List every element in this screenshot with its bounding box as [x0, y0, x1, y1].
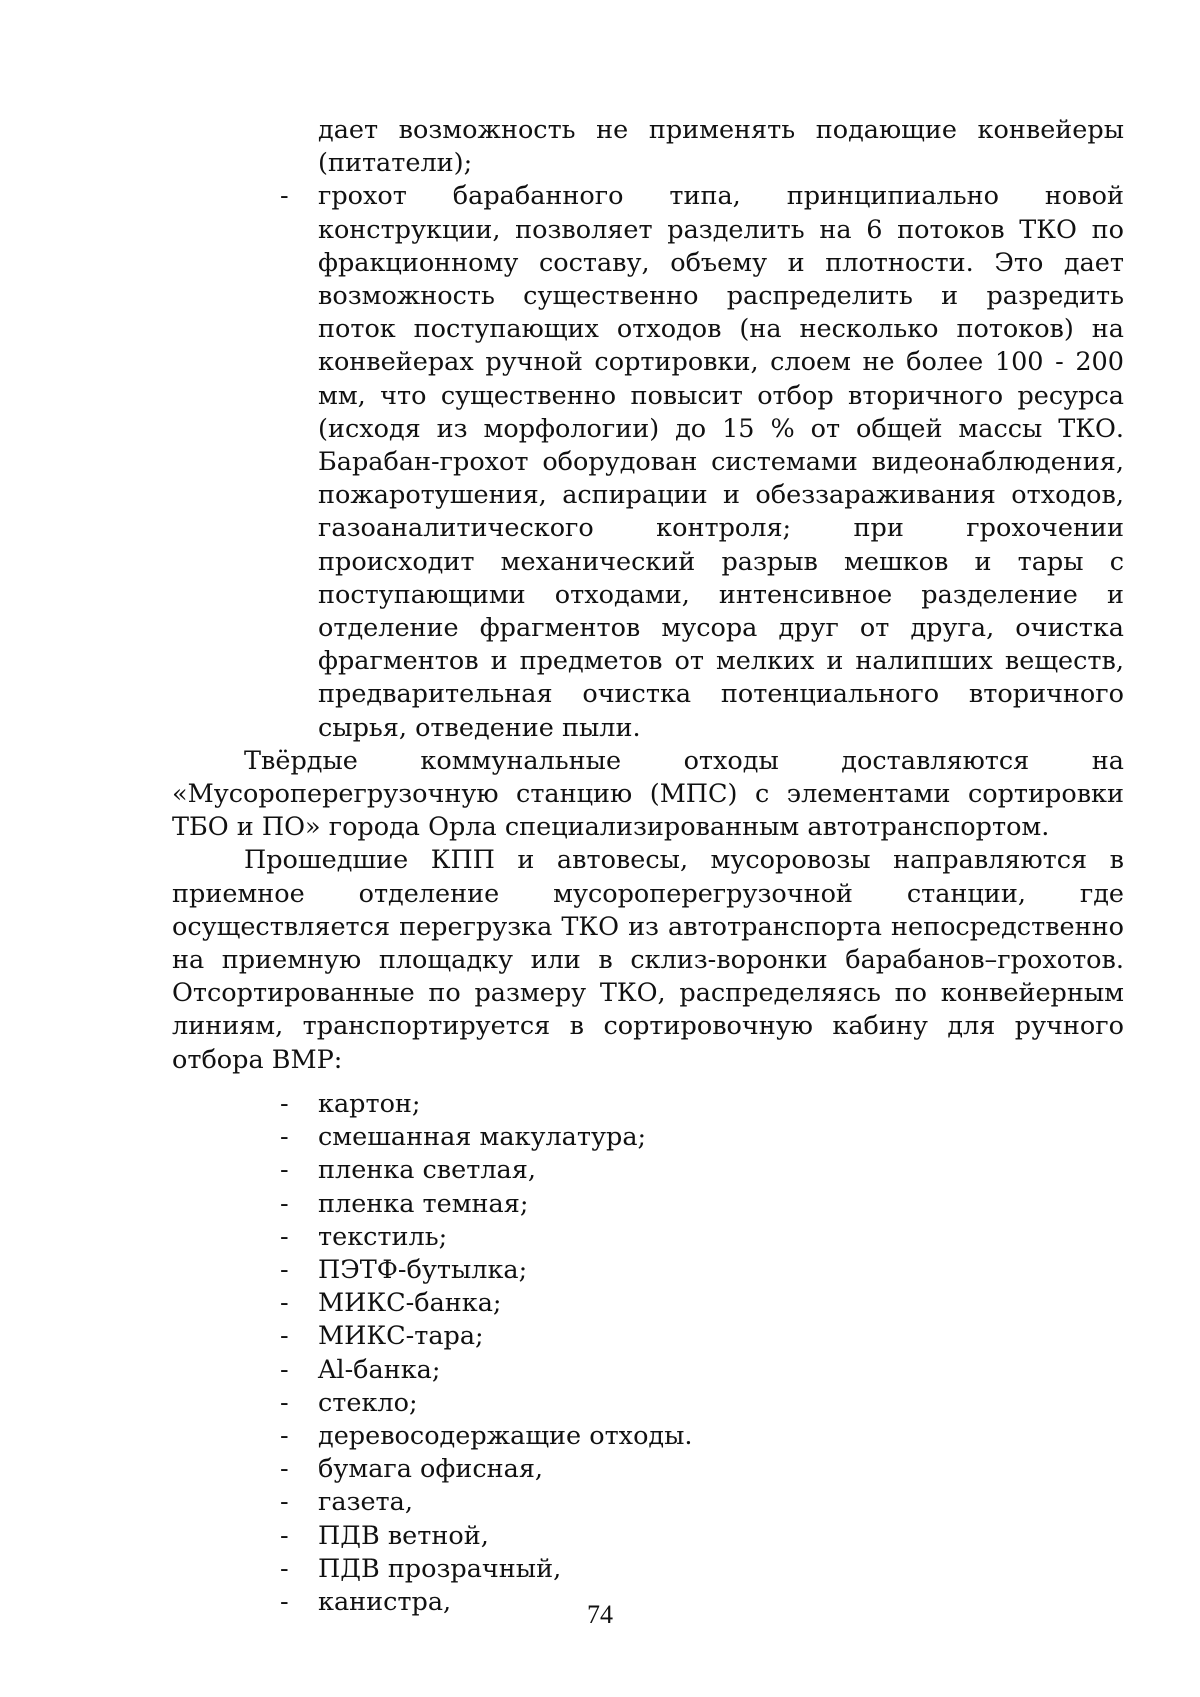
- list-item-text: смешанная макулатура;: [318, 1122, 647, 1153]
- list-bullet: -: [280, 1553, 289, 1584]
- list-bullet: -: [280, 1387, 289, 1418]
- list-bullet: -: [280, 1088, 289, 1119]
- list-item-text: бумага офисная,: [318, 1454, 544, 1485]
- list-bullet: -: [280, 1586, 289, 1617]
- list-item-text: ПДВ ветной,: [318, 1520, 489, 1551]
- list-item-text: ПДВ прозрачный,: [318, 1553, 562, 1584]
- list-item: [172, 1354, 1124, 1387]
- list-bullet: -: [280, 181, 289, 212]
- list-item: [172, 1154, 1124, 1187]
- list-bullet: -: [280, 1487, 289, 1518]
- page-number: 74: [587, 1600, 613, 1629]
- recyclables-list: [172, 1088, 1124, 1619]
- list-item-text: картон;: [318, 1088, 421, 1119]
- list-item: [172, 1121, 1124, 1154]
- list-bullet: -: [280, 1254, 289, 1285]
- list-item: [172, 1320, 1124, 1353]
- page-body: [172, 114, 1124, 1619]
- list-item-text: пленка светлая,: [318, 1155, 536, 1186]
- list-item-text: газета,: [318, 1487, 413, 1518]
- list-item-text: ПЭТФ-бутылка;: [318, 1254, 528, 1285]
- list-item-continuation: дает возможность не применять подающие конвейеры (питатели);: [318, 115, 1124, 179]
- list-item: [172, 1254, 1124, 1287]
- list-item: [172, 1553, 1124, 1586]
- paragraph-delivery: Твёрдые коммунальные отходы доставляются на «Мусороперегрузочную станцию (МПС) с элементами сортировки ТБО и ПО» города Орла специализированным автотранспортом.: [172, 745, 1124, 843]
- list-item: [172, 1520, 1124, 1553]
- list-bullet: -: [280, 1122, 289, 1153]
- list-item-text: стекло;: [318, 1387, 418, 1418]
- list-item: [172, 1287, 1124, 1320]
- list-item: [172, 1088, 1124, 1121]
- list-bullet: -: [280, 1420, 289, 1451]
- list-bullet: -: [280, 1321, 289, 1352]
- list-item: [172, 1420, 1124, 1453]
- list-item-drum-screen: [172, 180, 1124, 744]
- list-bullet: -: [280, 1221, 289, 1252]
- list-item-text: текстиль;: [318, 1221, 448, 1252]
- list-item-text: пленка темная;: [318, 1188, 529, 1219]
- list-bullet: -: [280, 1188, 289, 1219]
- list-bullet: -: [280, 1354, 289, 1385]
- list-item: [172, 1221, 1124, 1254]
- list-item: [172, 1486, 1124, 1519]
- list-item-text: МИКС-банка;: [318, 1288, 502, 1319]
- list-item-text: канистра,: [318, 1586, 452, 1617]
- list-bullet: -: [280, 1520, 289, 1551]
- list-bullet: -: [280, 1288, 289, 1319]
- list-item: [172, 1387, 1124, 1420]
- paragraph-reception: Прошедшие КПП и автовесы, мусоровозы направляются в приемное отделение мусороперегрузочной станции, где осуществляется перегрузка ТКО из автотранспорта непосредственно на приемную площадку или в склиз-воронки барабанов–грохотов. Отсортированные по размеру ТКО, распределяясь по конвейерным линиям, транспортируется в сортировочную кабину для ручного отбора ВМР:: [172, 845, 1124, 1075]
- list-item-text: Al-банка;: [318, 1354, 441, 1385]
- list-bullet: -: [280, 1454, 289, 1485]
- list-item-text: грохот барабанного типа, принципиально новой конструкции, позволяет разделить на 6 потоков ТКО по фракционному составу, объему и плотности. Это дает возможность существенно распределить и разредить поток поступающих отходов (на несколько потоков) на конвейерах ручной сортировки, слоем не более 100 - 200 мм, что существенно повысит отбор вторичного ресурса (исходя из морфологии) до 15 % от общей массы ТКО. Барабан-грохот оборудован системами видеонаблюдения, пожаротушения, аспирации и обеззараживания отходов, газоаналитического контроля; при грохочении происходит механический разрыв мешков и тары с поступающими отходами, интенсивное разделение и отделение фрагментов мусора друг от друга, очистка фрагментов и предметов от мелких и налипших веществ, предварительная очистка потенциального вторичного сырья, отведение пыли.: [318, 181, 1124, 743]
- list-bullet: -: [280, 1155, 289, 1186]
- list-item-text: деревосодержащие отходы.: [318, 1420, 693, 1451]
- list-item: [172, 1453, 1124, 1486]
- list-item-text: МИКС-тара;: [318, 1321, 484, 1352]
- list-item: [172, 1188, 1124, 1221]
